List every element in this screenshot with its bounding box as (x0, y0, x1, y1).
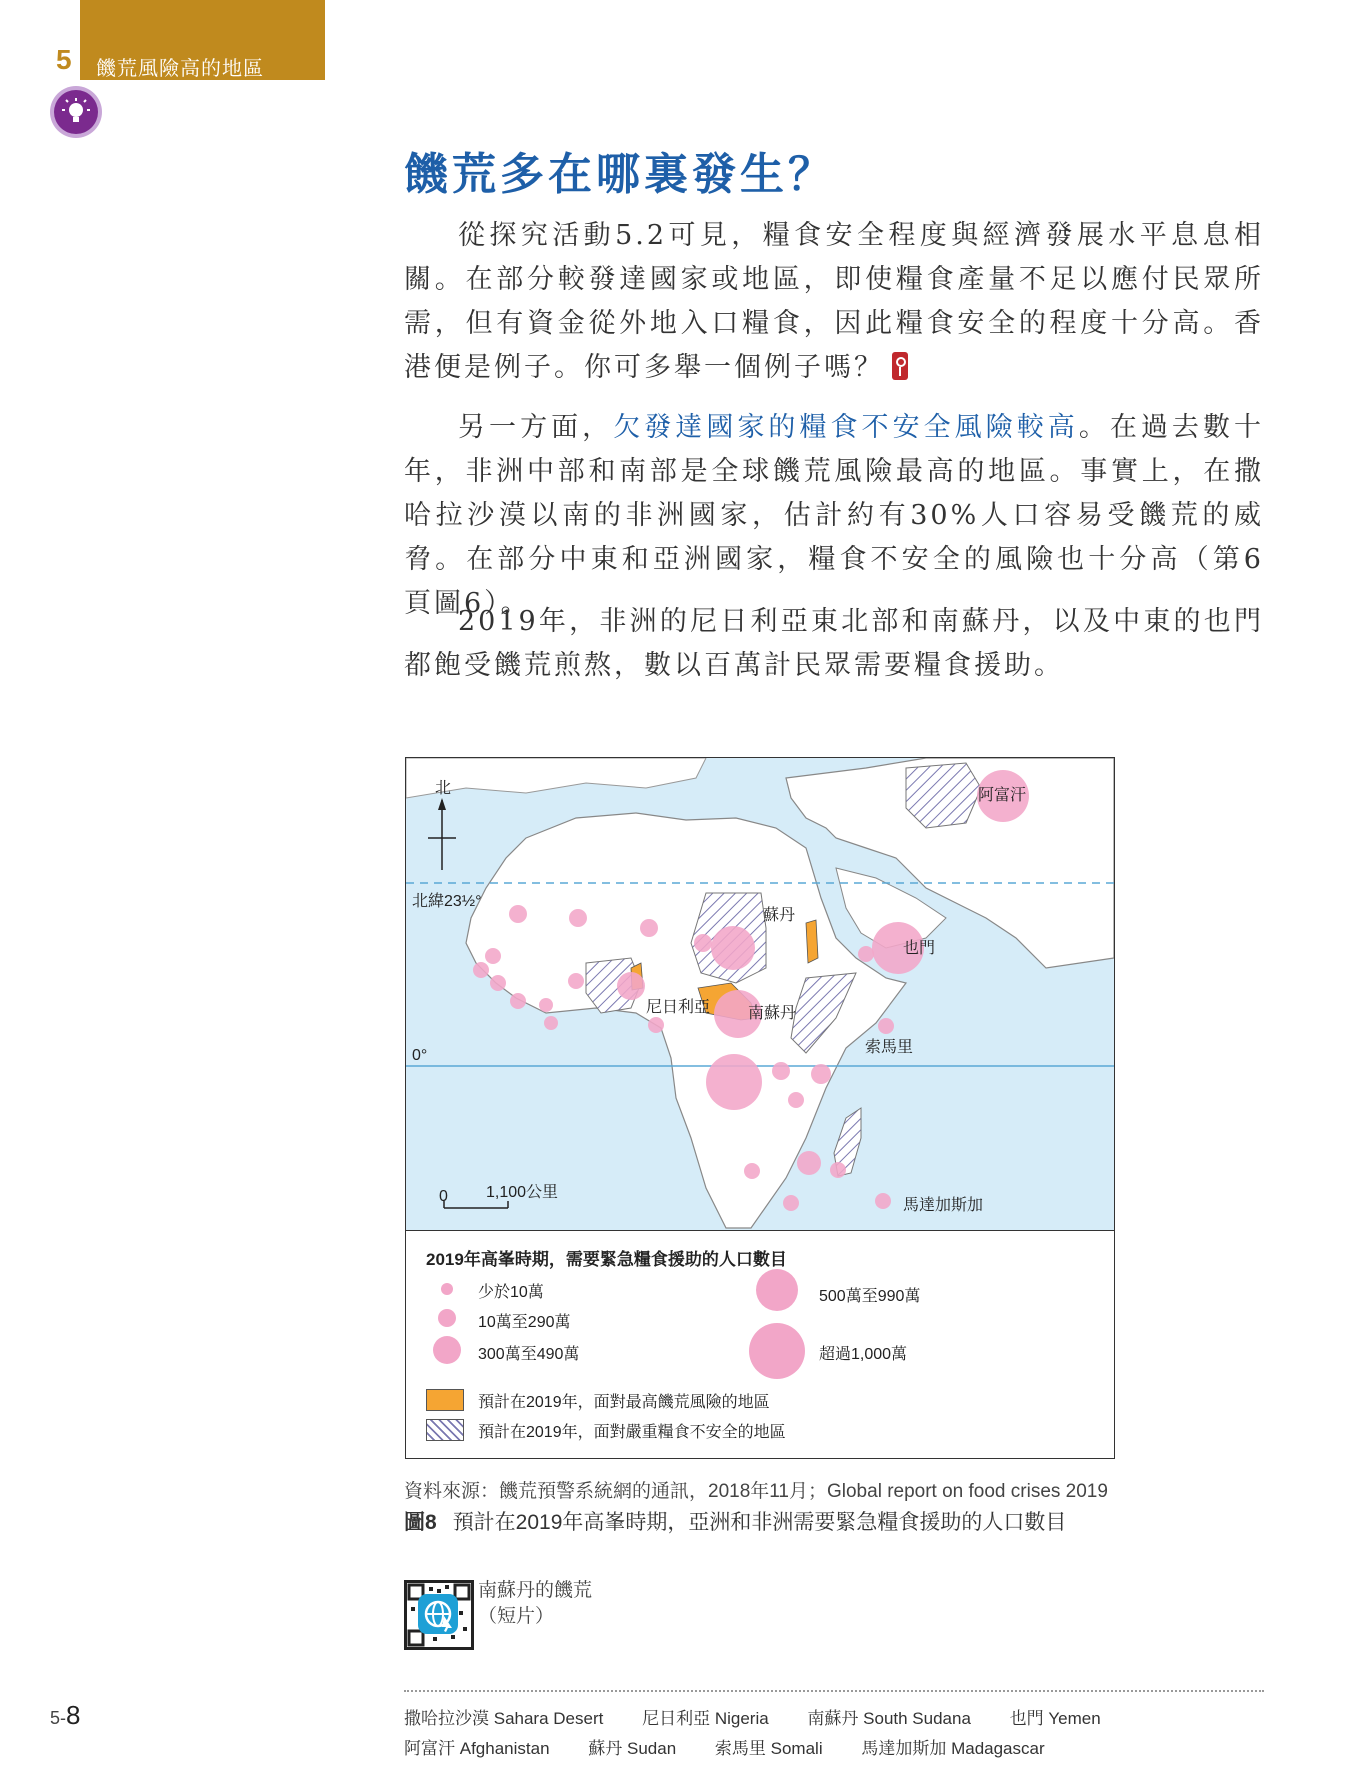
circle-small (744, 1163, 760, 1179)
caption-label: 圖8 (404, 1511, 437, 1534)
label-nigeria: 尼日利亞 (646, 999, 711, 1016)
legend-text-4: 500萬至990萬 (819, 1288, 921, 1305)
chapter-number: 5 (56, 44, 72, 75)
label-somali: 索馬里 (865, 1039, 914, 1056)
video-sub: （短片） (478, 1606, 555, 1627)
gloss-south-sudan: 南蘇丹 South Sudana (807, 1709, 971, 1728)
circle-small (878, 1018, 894, 1034)
gloss-somali: 索馬里 Somali (714, 1739, 823, 1758)
circle-small (640, 919, 658, 937)
circle-small (797, 1151, 821, 1175)
paragraph-2 (404, 406, 1264, 626)
africa-asia-map (406, 758, 1114, 1230)
page-prefix: 5- (50, 1708, 67, 1728)
circle-small (473, 962, 489, 978)
caption-text: 預計在2019年高峯時期，亞洲和非洲需要緊急糧食援助的人口數目 (452, 1511, 1067, 1534)
circle-small (569, 909, 587, 927)
video-label[interactable] (478, 1578, 592, 1630)
circle-small (858, 946, 874, 962)
legend-circle-4 (756, 1269, 798, 1311)
glossary-row-1 (404, 1704, 1101, 1729)
paragraph-3-text: 2019年，非洲的尼日利亞東北部和南蘇丹，以及中東的也門都飽受饑荒煎熬，數以百萬計民眾需要糧食援助。 (404, 606, 1264, 681)
equator-label: 0° (412, 1047, 428, 1064)
circle-small (510, 993, 526, 1009)
legend-text-2: 10萬至290萬 (478, 1314, 571, 1331)
label-yemen: 也門 (903, 940, 936, 957)
label-sudan: 蘇丹 (763, 907, 796, 924)
legend-circle-5 (749, 1323, 805, 1379)
gloss-sahara: 撒哈拉沙漠 Sahara Desert (404, 1709, 604, 1728)
legend-title: 2019年高峯時期，需要緊急糧食援助的人口數目 (426, 1250, 787, 1269)
paragraph-1 (404, 214, 1264, 390)
circle-drc (706, 1054, 762, 1110)
paragraph-2-highlight: 欠發達國家的糧食不安全風險較高 (613, 412, 1079, 443)
circle-small (783, 1195, 799, 1211)
circle-small (694, 934, 712, 952)
gloss-madagascar: 馬達加斯加 Madagascar (861, 1739, 1045, 1758)
legend-hatched-swatch (426, 1419, 464, 1441)
page-number (50, 1700, 80, 1731)
video-title: 南蘇丹的饑荒 (478, 1580, 593, 1601)
map-legend (406, 1230, 1114, 1459)
footer-divider (404, 1690, 1264, 1692)
paragraph-1-text: 從探究活動5.2可見，糧食安全程度與經濟發展水平息息相關。在部分較發達國家或地區，即使糧食產量不足以應付民眾所需，但有資金從外地入口糧食，因此糧食安全的程度十分高。香港便是例子。你可多舉一個例子嗎？ (404, 220, 1264, 383)
legend-circle-1 (441, 1283, 453, 1295)
label-madagascar: 馬達加斯加 (903, 1197, 984, 1214)
page-num: 8 (66, 1700, 81, 1730)
north-label: 北 (435, 780, 452, 797)
lightbulb-icon (54, 90, 98, 134)
circle-small (509, 905, 527, 923)
page-heading: 饑荒多在哪裏發生？ (404, 149, 836, 200)
circle-sudan (711, 926, 755, 970)
circle-small (544, 1016, 558, 1030)
legend-text-3: 300萬至490萬 (478, 1346, 580, 1363)
circle-small (568, 973, 584, 989)
circle-small (539, 998, 553, 1012)
legend-circle-2 (438, 1309, 456, 1327)
key-icon[interactable] (892, 352, 908, 380)
circle-small (875, 1193, 891, 1209)
label-afghanistan: 阿富汗 (978, 787, 1027, 804)
chapter-title: 饑荒風險高的地區 (96, 58, 264, 80)
glossary-row-2 (404, 1734, 1045, 1759)
gloss-nigeria: 尼日利亞 Nigeria (642, 1709, 769, 1728)
circle-small (772, 1062, 790, 1080)
paragraph-2-start: 另一方面， (458, 412, 614, 443)
legend-text-5: 超過1,000萬 (819, 1346, 908, 1363)
map-area (406, 758, 1114, 1230)
figure-8-map (405, 757, 1115, 1459)
legend-orange-text: 預計在2019年，面對最高饑荒風險的地區 (478, 1394, 770, 1411)
circle-nigeria (617, 972, 645, 1000)
globe-icon[interactable] (418, 1594, 458, 1634)
circle-small (490, 975, 506, 991)
figure-source: 資料來源：饑荒預警系統網的通訊，2018年11月；Global report on food crises 2019 (404, 1481, 1108, 1502)
circle-small (811, 1064, 831, 1084)
paragraph-2-rest: 。在過去數十年，非洲中部和南部是全球饑荒風險最高的地區。事實上，在撒哈拉沙漠以南的非洲國家，估計約有30%人口容易受饑荒的威脅。在部分中東和亞洲國家，糧食不安全的風險也十分高（第6頁圖6）。 (404, 412, 1265, 619)
legend-orange-swatch (426, 1389, 464, 1411)
gloss-yemen: 也門 Yemen (1009, 1709, 1101, 1728)
yemen-highest-risk (806, 920, 818, 963)
gloss-afghanistan: 阿富汗 Afghanistan (404, 1739, 550, 1758)
figure-caption (404, 1506, 1066, 1536)
label-south-sudan: 南蘇丹 (748, 1005, 797, 1022)
circle-small (830, 1162, 846, 1178)
legend-text-1: 少於10萬 (478, 1284, 544, 1301)
gloss-sudan: 蘇丹 Sudan (588, 1739, 677, 1758)
circle-small (788, 1092, 804, 1108)
scale-label: 1,100公里 (486, 1184, 559, 1201)
paragraph-3 (404, 600, 1264, 688)
circle-small (485, 948, 501, 964)
legend-circle-3 (433, 1336, 461, 1364)
legend-hatched-text: 預計在2019年，面對嚴重糧食不安全的地區 (478, 1424, 786, 1441)
scale-zero: 0 (439, 1188, 448, 1205)
circle-small (648, 1017, 664, 1033)
tropic-label: 北緯23½° (412, 893, 482, 910)
